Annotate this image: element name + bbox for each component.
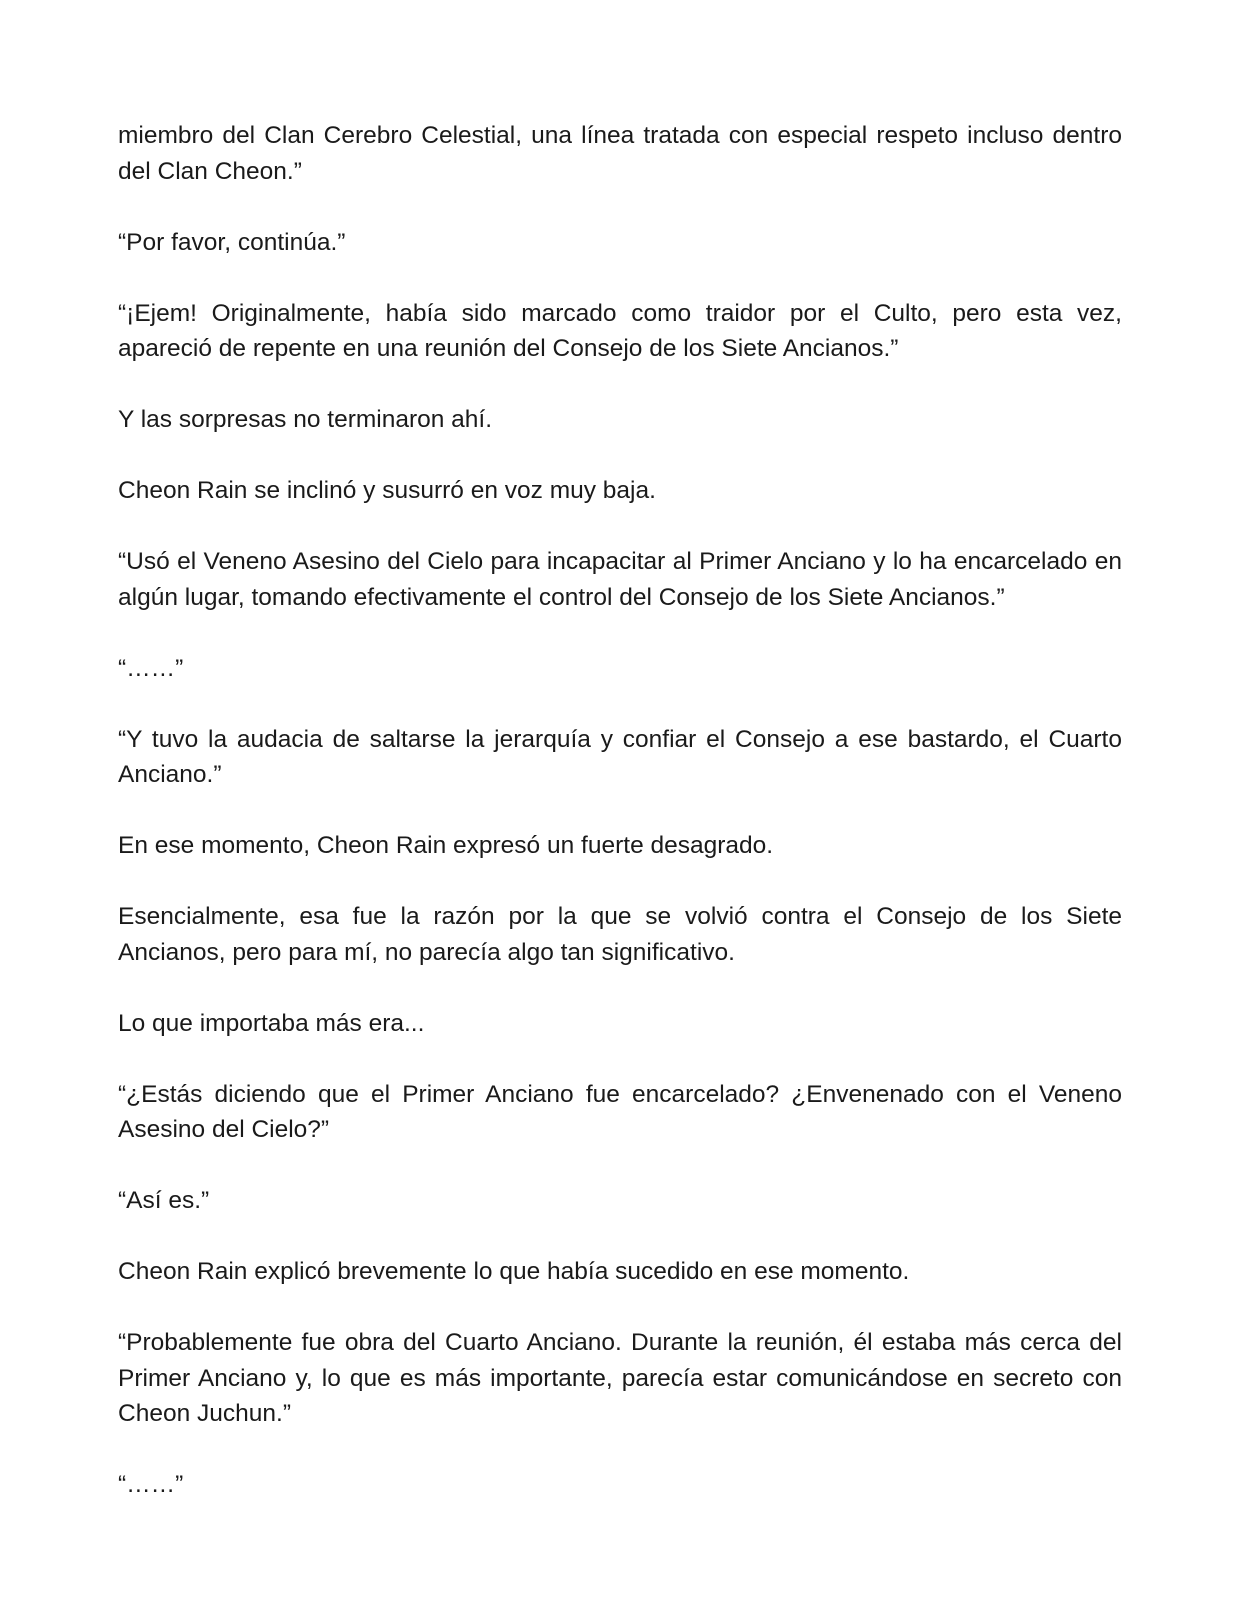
paragraph: Y las sorpresas no terminaron ahí. [118,406,493,433]
paragraph: “Así es.” [118,1187,210,1214]
paragraph: Cheon Rain explicó brevemente lo que había sucedido en ese momento. [118,1258,910,1285]
paragraph: “Por favor, continúa.” [118,228,346,256]
paragraph: “Y tuvo la audacia de saltarse la jerarquía y confiar el Consejo a ese bastardo, el Cuarto Anciano.” [118,725,1122,788]
paragraph: “……” [118,1471,184,1498]
paragraph: “¡Ejem! Originalmente, había sido marcado como traidor por el Culto, pero esta vez, apareció de repente en una reunión del Consejo de los Siete Ancianos.” [118,299,1122,362]
paragraph: “Probablemente fue obra del Cuarto Anciano. Durante la reunión, él estaba más cerca del Primer Anciano y, lo que es más importante, parecía estar comunicándose en secreto con Cheon Juchun.” [118,1329,1122,1427]
paragraph: Esencialmente, esa fue la razón por la que se volvió contra el Consejo de los Siete Ancianos, pero para mí, no parecía algo tan significativo. [118,903,1122,966]
paragraph: Lo que importaba más era... [118,1009,425,1037]
paragraph: Cheon Rain se inclinó y susurró en voz muy baja. [118,477,656,504]
paragraph: “……” [118,654,184,682]
paragraph: En ese momento, Cheon Rain expresó un fuerte desagrado. [118,832,774,859]
document-body [118,118,1122,1538]
paragraph: miembro del Clan Cerebro Celestial, una línea tratada con especial respeto incluso dentro del Clan Cheon.” [118,122,1122,185]
paragraph: “¿Estás diciendo que el Primer Anciano fue encarcelado? ¿Envenenado con el Veneno Asesino del Cielo?” [118,1080,1122,1143]
paragraph: “Usó el Veneno Asesino del Cielo para incapacitar al Primer Anciano y lo ha encarcelado en algún lugar, tomando efectivamente el control del Consejo de los Siete Ancianos.” [118,548,1122,611]
